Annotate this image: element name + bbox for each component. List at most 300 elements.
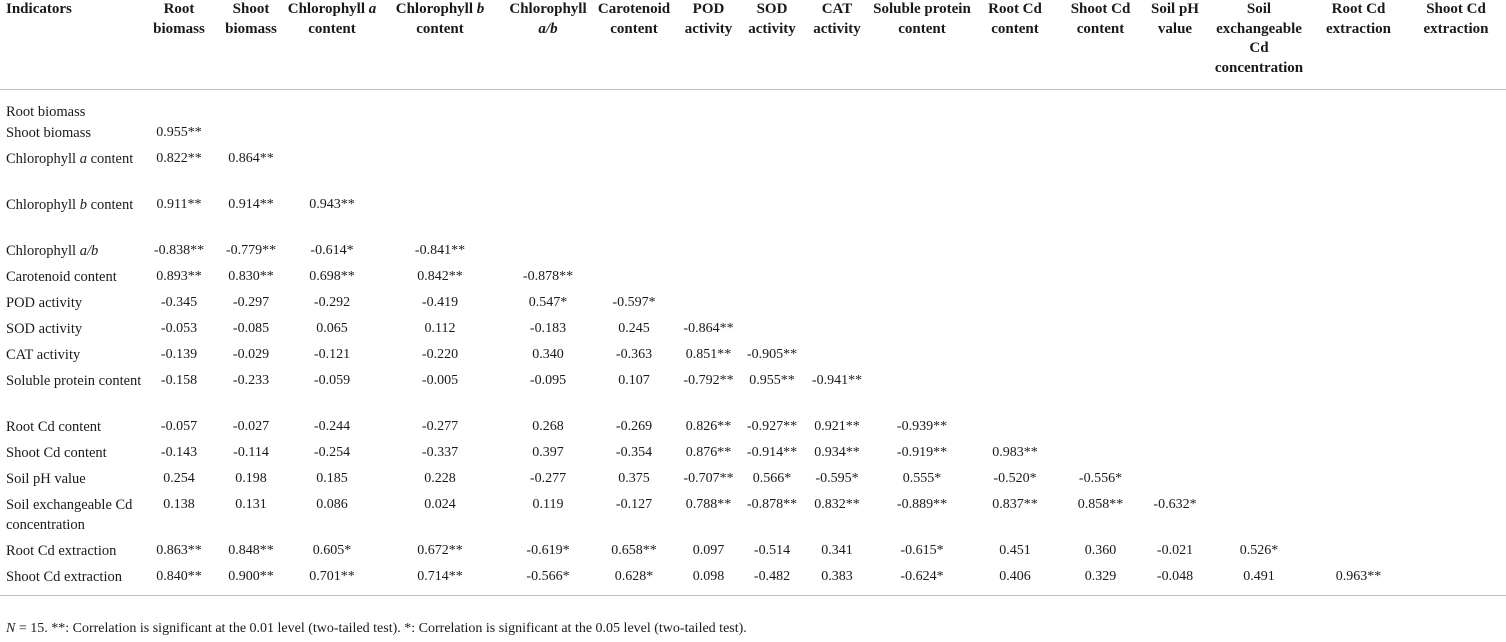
- correlation-cell: 0.406: [972, 567, 1058, 595]
- correlation-cell: [1207, 345, 1311, 371]
- correlation-cell: [1207, 417, 1311, 443]
- column-header-text: Chlorophyll: [509, 1, 587, 17]
- correlation-cell: [1406, 267, 1506, 293]
- correlation-cell: 0.876**: [685, 445, 732, 460]
- table-row: [0, 293, 1506, 319]
- correlation-cell: [1143, 319, 1207, 345]
- correlation-cell: [1143, 443, 1207, 469]
- correlation-cell: [1143, 469, 1207, 495]
- correlation-cell: [377, 195, 503, 241]
- correlation-cell: 0.830**: [228, 269, 274, 284]
- column-header-text: CAT activity: [813, 1, 861, 37]
- row-label-text: Soil exchangeable Cd concentration: [6, 497, 133, 533]
- correlation-cell: -0.057: [160, 419, 198, 434]
- correlation-cell: -0.292: [313, 295, 351, 310]
- correlation-cell: 0.119: [532, 497, 564, 512]
- correlation-cell: [1311, 345, 1406, 371]
- row-label-text: Chlorophyll: [6, 151, 80, 167]
- column-header-italic: a/b: [538, 20, 558, 37]
- correlation-cell: [1207, 149, 1311, 195]
- correlation-cell: [1143, 241, 1207, 267]
- correlation-cell: 0.555*: [902, 471, 942, 486]
- correlation-cell: -0.139: [160, 347, 198, 362]
- correlation-cell: [742, 195, 802, 241]
- correlation-cell: [742, 293, 802, 319]
- correlation-cell: [1311, 293, 1406, 319]
- correlation-cell: [1311, 319, 1406, 345]
- correlation-cell: -0.595*: [815, 471, 859, 486]
- correlation-cell: [1406, 149, 1506, 195]
- correlation-cell: [802, 293, 872, 319]
- correlation-cell: [1058, 319, 1143, 345]
- correlation-cell: -0.841**: [414, 243, 466, 258]
- table-footnote: [6, 620, 747, 638]
- correlation-cell: [1311, 241, 1406, 267]
- column-header: [742, 0, 802, 89]
- correlation-cell: [1207, 267, 1311, 293]
- correlation-cell: [1143, 149, 1207, 195]
- header-row: [0, 0, 1506, 89]
- correlation-cell: -0.566*: [503, 567, 593, 595]
- correlation-cell: -0.914**: [746, 445, 798, 460]
- correlation-cell: [972, 371, 1058, 417]
- correlation-cell: -0.919**: [896, 445, 948, 460]
- correlation-cell: -0.864**: [683, 321, 734, 336]
- row-label-suffix: content: [86, 197, 134, 213]
- column-header-text: SOD activity: [748, 1, 796, 37]
- row-label: [0, 567, 143, 595]
- correlation-cell: -0.337: [421, 445, 459, 460]
- column-header: [287, 0, 377, 89]
- correlation-cell: [872, 195, 972, 241]
- correlation-cell: -0.127: [615, 497, 653, 512]
- correlation-cell: 0.112: [424, 321, 456, 336]
- column-header-text: Root Cd content: [988, 1, 1042, 37]
- correlation-cell: [1143, 345, 1207, 371]
- correlation-cell: [972, 319, 1058, 345]
- table-row: [0, 371, 1506, 417]
- correlation-cell: 0.526*: [1239, 543, 1279, 558]
- correlation-cell: [1058, 293, 1143, 319]
- row-label-text: Shoot Cd content: [6, 445, 107, 461]
- correlation-cell: -0.792**: [683, 373, 734, 388]
- correlation-cell: 0.900**: [215, 567, 287, 595]
- correlation-cell: -0.277: [421, 419, 459, 434]
- correlation-cell: -0.254: [313, 445, 351, 460]
- footnote-text: = 15. **: Correlation is significant at the 0.01 level (two-tailed test). *: Correlation is significant at the 0.05 level (two-tailed test).: [15, 621, 747, 636]
- correlation-cell: [503, 149, 593, 195]
- column-header: [593, 0, 675, 89]
- row-label: [0, 319, 143, 345]
- correlation-cell: [1406, 293, 1506, 319]
- row-label-text: Root biomass: [6, 103, 86, 120]
- column-header-text: Carotenoid content: [597, 1, 671, 37]
- correlation-cell: [675, 195, 742, 241]
- table-row: [0, 319, 1506, 345]
- correlation-cell: [802, 195, 872, 241]
- correlation-cell: [742, 149, 802, 195]
- correlation-cell: -0.878**: [522, 269, 574, 284]
- correlation-cell: 0.198: [235, 471, 267, 486]
- correlation-cell: [802, 241, 872, 267]
- correlation-cell: [1311, 123, 1406, 149]
- correlation-cell: [802, 89, 872, 123]
- correlation-cell: 0.131: [235, 497, 267, 512]
- correlation-cell: -0.053: [160, 321, 198, 336]
- correlation-cell: 0.340: [532, 347, 564, 362]
- table-row: [0, 495, 1506, 541]
- table-row: [0, 89, 1506, 123]
- correlation-cell: 0.268: [532, 419, 564, 434]
- correlation-cell: 0.864**: [228, 151, 274, 166]
- correlation-cell: 0.840**: [143, 567, 215, 595]
- correlation-cell: [377, 89, 503, 123]
- correlation-cell: [1207, 195, 1311, 241]
- correlation-cell: [1406, 443, 1506, 469]
- correlation-cell: 0.605*: [312, 543, 352, 558]
- correlation-cell: 0.107: [618, 373, 650, 388]
- correlation-cell: [1207, 89, 1311, 123]
- correlation-cell: 0.375: [618, 471, 650, 486]
- table-body: [0, 89, 1506, 595]
- correlation-cell: [802, 345, 872, 371]
- correlation-cell: 0.963**: [1311, 567, 1406, 595]
- correlation-cell: -0.482: [742, 567, 802, 595]
- correlation-cell: [1406, 195, 1506, 241]
- correlation-cell: -0.941**: [811, 373, 863, 388]
- row-label-italic: a: [79, 151, 87, 167]
- column-header-italic: a: [368, 1, 377, 17]
- correlation-cell: [802, 149, 872, 195]
- correlation-cell: [287, 149, 377, 195]
- row-label: [0, 149, 143, 195]
- correlation-cell: -0.556*: [1078, 471, 1123, 486]
- row-label-text: Root Cd content: [6, 419, 102, 435]
- column-header-text: Chlorophyll: [287, 1, 369, 17]
- correlation-cell: 0.185: [316, 471, 348, 486]
- correlation-cell: [972, 241, 1058, 267]
- correlation-cell: 0.024: [424, 497, 456, 512]
- correlation-cell: -0.277: [529, 471, 567, 486]
- correlation-cell: 0.672**: [417, 543, 463, 558]
- correlation-cell: 0.658**: [611, 543, 657, 558]
- table-row: [0, 149, 1506, 195]
- correlation-cell: 0.086: [316, 497, 348, 512]
- row-label: [0, 293, 143, 319]
- row-label: [0, 469, 143, 495]
- correlation-cell: 0.138: [163, 497, 195, 512]
- correlation-cell: [1406, 123, 1506, 149]
- correlation-cell: [872, 345, 972, 371]
- correlation-cell: [1058, 195, 1143, 241]
- table-row: [0, 469, 1506, 495]
- correlation-cell: [972, 195, 1058, 241]
- correlation-cell: [1058, 123, 1143, 149]
- correlation-cell: [802, 123, 872, 149]
- correlation-cell: [1406, 567, 1506, 595]
- correlation-cell: -0.707**: [683, 471, 734, 486]
- correlation-cell: 0.851**: [685, 347, 732, 362]
- row-label-text: Soluble protein content: [6, 373, 142, 389]
- table-row: [0, 345, 1506, 371]
- correlation-cell: 0.837**: [992, 497, 1038, 512]
- correlation-cell: [593, 195, 675, 241]
- indicators-header: Indicators: [0, 0, 143, 89]
- column-header-text: POD activity: [684, 1, 733, 37]
- column-header-text: Shoot Cd content: [1070, 1, 1131, 37]
- correlation-cell: [675, 149, 742, 195]
- table-row: [0, 195, 1506, 241]
- correlation-cell: -0.624*: [872, 567, 972, 595]
- correlation-cell: [1311, 469, 1406, 495]
- correlation-cell: -0.269: [615, 419, 653, 434]
- correlation-cell: -0.048: [1143, 567, 1207, 595]
- correlation-cell: 0.098: [675, 567, 742, 595]
- correlation-cell: -0.095: [529, 373, 567, 388]
- correlation-cell: [1143, 195, 1207, 241]
- correlation-cell: 0.341: [821, 543, 853, 558]
- correlation-cell: [1311, 267, 1406, 293]
- column-header: [675, 0, 742, 89]
- correlation-cell: [1058, 149, 1143, 195]
- row-label: [0, 443, 143, 469]
- correlation-cell: -0.619*: [526, 543, 570, 558]
- column-header-text: Shoot Cd extraction: [1423, 1, 1489, 37]
- row-label: [0, 495, 143, 541]
- correlation-cell: -0.005: [421, 373, 459, 388]
- correlation-cell: [872, 371, 972, 417]
- correlation-cell: [675, 241, 742, 267]
- correlation-cell: 0.451: [999, 543, 1031, 558]
- correlation-cell: [675, 267, 742, 293]
- correlation-cell: [972, 89, 1058, 123]
- correlation-cell: -0.029: [232, 347, 270, 362]
- column-header-text: Soil exchangeable Cd concentration: [1214, 1, 1304, 76]
- correlation-cell: 0.983**: [992, 445, 1038, 460]
- correlation-cell: -0.363: [615, 347, 653, 362]
- correlation-cell: 0.955**: [749, 373, 795, 388]
- correlation-cell: [1311, 417, 1406, 443]
- column-header: [1058, 0, 1143, 89]
- correlation-cell: [742, 89, 802, 123]
- correlation-cell: [377, 123, 503, 149]
- row-label-text: Root Cd extraction: [6, 543, 117, 559]
- correlation-cell: [872, 267, 972, 293]
- correlation-cell: -0.021: [1156, 543, 1194, 558]
- column-header: [1406, 0, 1506, 89]
- row-label-text: Chlorophyll: [6, 197, 80, 213]
- correlation-cell: [1058, 241, 1143, 267]
- row-label-text: Carotenoid content: [6, 269, 117, 285]
- correlation-cell: [972, 345, 1058, 371]
- correlation-cell: [742, 241, 802, 267]
- correlation-cell: 0.245: [618, 321, 650, 336]
- correlation-cell: [593, 123, 675, 149]
- correlation-cell: [1311, 495, 1406, 541]
- row-label-suffix: content: [86, 151, 134, 167]
- correlation-cell: 0.943**: [309, 197, 355, 212]
- correlation-cell: -0.158: [160, 373, 198, 388]
- correlation-cell: [675, 293, 742, 319]
- correlation-cell: -0.632*: [1153, 497, 1197, 512]
- correlation-cell: 0.383: [802, 567, 872, 595]
- correlation-cell: [503, 241, 593, 267]
- correlation-cell: [872, 149, 972, 195]
- column-header-suffix: content: [308, 20, 356, 37]
- correlation-cell: 0.788**: [685, 497, 732, 512]
- correlation-cell: [1058, 89, 1143, 123]
- correlation-cell: 0.848**: [228, 543, 274, 558]
- correlation-cell: 0.097: [692, 543, 725, 558]
- correlation-cell: [872, 89, 972, 123]
- correlation-cell: [1406, 541, 1506, 567]
- correlation-cell: [287, 89, 377, 123]
- correlation-cell: 0.893**: [156, 269, 202, 284]
- correlation-cell: [1143, 417, 1207, 443]
- correlation-cell: 0.701**: [287, 567, 377, 595]
- correlation-cell: [1311, 541, 1406, 567]
- correlation-cell: [1207, 241, 1311, 267]
- correlation-cell: [1058, 345, 1143, 371]
- correlation-cell: [1207, 469, 1311, 495]
- correlation-cell: [1406, 469, 1506, 495]
- correlation-cell: -0.220: [421, 347, 459, 362]
- correlation-cell: 0.397: [532, 445, 564, 460]
- correlation-cell: [675, 123, 742, 149]
- correlation-cell: [215, 123, 287, 149]
- correlation-cell: 0.826**: [685, 419, 732, 434]
- correlation-cell: -0.905**: [746, 347, 798, 362]
- correlation-cell: [742, 319, 802, 345]
- correlation-cell: [503, 195, 593, 241]
- row-label: [0, 345, 143, 371]
- correlation-cell: 0.955**: [156, 125, 202, 140]
- correlation-cell: [1311, 89, 1406, 123]
- column-header-text: Shoot biomass: [225, 1, 277, 37]
- row-label: [0, 89, 143, 123]
- correlation-cell: [742, 123, 802, 149]
- column-header: [972, 0, 1058, 89]
- correlation-cell: [1143, 123, 1207, 149]
- correlation-cell: 0.934**: [814, 445, 860, 460]
- correlation-cell: [802, 267, 872, 293]
- correlation-cell: 0.842**: [417, 269, 463, 284]
- correlation-cell: [377, 149, 503, 195]
- correlation-cell: [742, 267, 802, 293]
- table-row: [0, 541, 1506, 567]
- correlation-cell: 0.698**: [309, 269, 355, 284]
- row-label-text: CAT activity: [6, 347, 81, 363]
- correlation-cell: [872, 293, 972, 319]
- correlation-cell: 0.329: [1058, 567, 1143, 595]
- correlation-cell: 0.921**: [814, 419, 860, 434]
- correlation-cell: [972, 293, 1058, 319]
- correlation-cell: [1143, 371, 1207, 417]
- row-label-text: POD activity: [6, 295, 83, 311]
- row-label-italic: a/b: [79, 243, 99, 259]
- correlation-cell: [593, 267, 675, 293]
- correlation-cell: [503, 89, 593, 123]
- correlation-cell: 0.714**: [377, 567, 503, 595]
- correlation-cell: 0.566*: [752, 471, 792, 486]
- correlation-cell: [872, 319, 972, 345]
- row-label-text: Soil pH value: [6, 471, 86, 487]
- column-header-text: Soluble protein content: [873, 1, 971, 37]
- row-label: [0, 123, 143, 149]
- correlation-cell: -0.354: [615, 445, 653, 460]
- correlation-cell: 0.911**: [156, 197, 202, 212]
- correlation-cell: -0.878**: [746, 497, 798, 512]
- row-label: [0, 371, 143, 417]
- correlation-cell: -0.939**: [896, 419, 948, 434]
- correlation-cell: [802, 319, 872, 345]
- correlation-cell: [1311, 195, 1406, 241]
- correlation-cell: 0.065: [316, 321, 348, 336]
- correlation-cell: -0.345: [160, 295, 198, 310]
- correlation-cell: [1207, 319, 1311, 345]
- column-header: [1311, 0, 1406, 89]
- correlation-cell: [1207, 443, 1311, 469]
- row-label-italic: b: [79, 197, 87, 213]
- column-header-suffix: content: [416, 20, 464, 37]
- correlation-cell: -0.114: [233, 445, 269, 460]
- column-header-text: Chlorophyll: [395, 1, 477, 17]
- correlation-cell: 0.360: [1084, 543, 1117, 558]
- row-label-text: SOD activity: [6, 321, 83, 337]
- correlation-cell: [1143, 293, 1207, 319]
- row-label: [0, 195, 143, 241]
- table-row: [0, 123, 1506, 149]
- correlation-cell: -0.889**: [896, 497, 948, 512]
- correlation-cell: [1207, 123, 1311, 149]
- correlation-cell: [1406, 371, 1506, 417]
- correlation-cell: [972, 123, 1058, 149]
- correlation-cell: [1311, 443, 1406, 469]
- table-row: [0, 567, 1506, 595]
- correlation-cell: -0.085: [232, 321, 270, 336]
- correlation-cell: -0.244: [313, 419, 351, 434]
- correlation-cell: -0.233: [232, 373, 270, 388]
- column-header: [215, 0, 287, 89]
- row-label: [0, 241, 143, 267]
- column-header: [377, 0, 503, 89]
- table-row: [0, 443, 1506, 469]
- correlation-cell: 0.491: [1207, 567, 1311, 595]
- correlation-cell: [1207, 293, 1311, 319]
- correlation-cell: 0.547*: [528, 295, 568, 310]
- correlation-cell: [215, 89, 287, 123]
- column-header: [872, 0, 972, 89]
- correlation-cell: [1058, 371, 1143, 417]
- correlation-cell: -0.121: [313, 347, 351, 362]
- row-label: [0, 541, 143, 567]
- correlation-cell: -0.183: [529, 321, 567, 336]
- correlation-cell: [1311, 149, 1406, 195]
- correlation-cell: -0.143: [160, 445, 198, 460]
- table-row: [0, 417, 1506, 443]
- column-header: [802, 0, 872, 89]
- correlation-cell: -0.779**: [225, 243, 277, 258]
- column-header: [1143, 0, 1207, 89]
- correlation-cell: [1207, 371, 1311, 417]
- correlation-cell: [1406, 89, 1506, 123]
- correlation-cell: -0.927**: [746, 419, 798, 434]
- column-header-text: Root biomass: [153, 1, 205, 37]
- correlation-cell: 0.863**: [156, 543, 202, 558]
- correlation-cell: [1058, 417, 1143, 443]
- correlation-cell: 0.254: [163, 471, 195, 486]
- correlation-cell: [1143, 89, 1207, 123]
